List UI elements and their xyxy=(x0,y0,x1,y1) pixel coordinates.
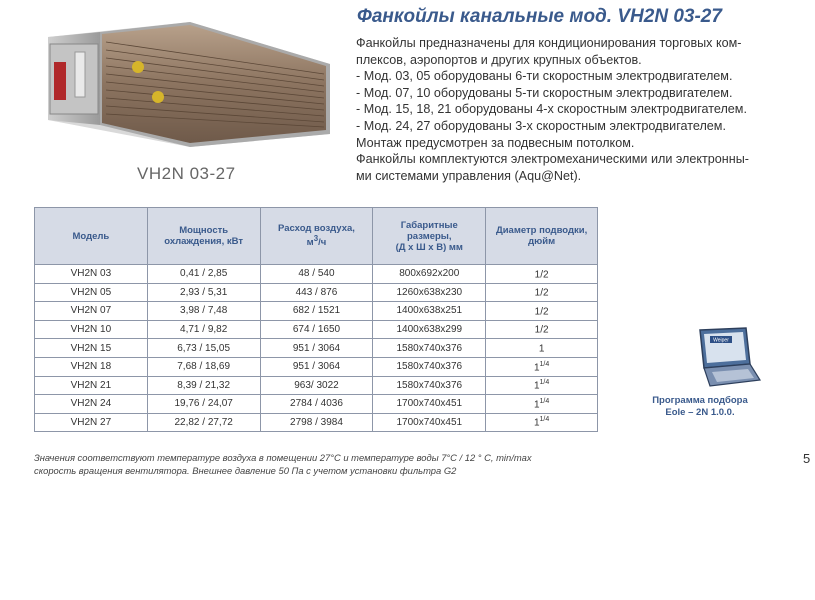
cell-airflow: 963/ 3022 xyxy=(260,376,373,395)
description-line: - Мод. 15, 18, 21 оборудованы 4-х скоростным электродвигателем. xyxy=(356,102,747,117)
header-cooling-capacity: Мощность охлаждения, кВт xyxy=(147,208,260,265)
cell-dims: 800x692x200 xyxy=(373,265,486,284)
cell-airflow: 674 / 1650 xyxy=(260,320,373,339)
product-caption: VH2N 03-27 xyxy=(137,164,236,183)
cell-dims: 1580x740x376 xyxy=(373,357,486,376)
table-row xyxy=(35,376,598,395)
cell-model: VH2N 21 xyxy=(35,376,148,395)
table-header-row xyxy=(35,208,598,265)
cell-airflow: 48 / 540 xyxy=(260,265,373,284)
cell-pipe: 1/2 xyxy=(486,320,598,339)
description-line: ми системами управления (Aqu@Net). xyxy=(356,168,582,183)
cell-airflow: 443 / 876 xyxy=(260,283,373,302)
cell-model: VH2N 15 xyxy=(35,339,148,358)
svg-text:Weiper: Weiper xyxy=(713,337,729,344)
table-row xyxy=(35,320,598,339)
cell-cooling: 4,71 / 9,82 xyxy=(147,320,260,339)
specs-table xyxy=(34,207,598,432)
header-pipe-diameter: Диаметр подводки, дюйм xyxy=(486,208,598,265)
cell-cooling: 19,76 / 24,07 xyxy=(147,395,260,414)
cell-pipe: $1^{1/4}$ xyxy=(486,395,598,414)
cell-model: VH2N 10 xyxy=(35,320,148,339)
table-row xyxy=(35,413,598,432)
cell-dims: 1400x638x251 xyxy=(373,302,486,321)
cell-airflow: 951 / 3064 xyxy=(260,357,373,376)
cell-model: VH2N 27 xyxy=(35,413,148,432)
cell-airflow: 2798 / 3984 xyxy=(260,413,373,432)
cell-dims: 1700x740x451 xyxy=(373,395,486,414)
cell-airflow: 2784 / 4036 xyxy=(260,395,373,414)
description-line: Монтаж предусмотрен за подвесным потолком. xyxy=(356,135,635,150)
cell-cooling: 8,39 / 21,32 xyxy=(147,376,260,395)
cell-dims: 1580x740x376 xyxy=(373,376,486,395)
footnote-line: скорость вращения вентилятора. Внешнее давление 50 Па с учетом установки фильтра G2 xyxy=(34,465,457,476)
table-row xyxy=(35,339,598,358)
cell-cooling: 3,98 / 7,48 xyxy=(147,302,260,321)
description xyxy=(356,35,806,184)
cell-pipe: $1^{1/4}$ xyxy=(486,357,598,376)
cell-cooling: 2,93 / 5,31 xyxy=(147,283,260,302)
description-line: - Мод. 03, 05 оборудованы 6-ти скоростным электродвигателем. xyxy=(356,69,733,84)
cell-cooling: 7,68 / 18,69 xyxy=(147,357,260,376)
cell-pipe: $1^{1/4}$ xyxy=(486,413,598,432)
software-caption-line: Программа подбора xyxy=(652,395,748,406)
cell-model: VH2N 03 xyxy=(35,265,148,284)
header-model: Модель xyxy=(35,208,148,265)
cell-model: VH2N 05 xyxy=(35,283,148,302)
cell-model: VH2N 07 xyxy=(35,302,148,321)
software-caption-line: Eole – 2N 1.0.0. xyxy=(665,407,735,418)
cell-model: VH2N 24 xyxy=(35,395,148,414)
cell-cooling: 0,41 / 2,85 xyxy=(147,265,260,284)
cell-pipe: 1 xyxy=(486,339,598,358)
page-number: 5 xyxy=(803,451,811,466)
table-row xyxy=(35,265,598,284)
cell-cooling: 22,82 / 27,72 xyxy=(147,413,260,432)
cell-dims: 1580x740x376 xyxy=(373,339,486,358)
description-line: плексов, аэропортов и других крупных объектов. xyxy=(356,52,642,67)
table-row xyxy=(35,283,598,302)
software-caption xyxy=(640,395,760,419)
cell-pipe: 1/2 xyxy=(486,283,598,302)
footnote-line: Значения соответствуют температуре воздуха в помещении 27°С и температуре воды 7°С / 12 ° С, min/max xyxy=(34,452,532,463)
table-row xyxy=(35,395,598,414)
description-line: Фанкойлы комплектуются электромеханическими или электронны- xyxy=(356,152,749,167)
cell-pipe: 1/2 xyxy=(486,302,598,321)
table-row xyxy=(35,357,598,376)
table-row xyxy=(35,302,598,321)
footnote xyxy=(34,451,532,477)
description-line: - Мод. 24, 27 оборудованы 3-х скоростным электродвигателем. xyxy=(356,118,726,133)
header-airflow: Расход воздуха, $м^3/ч$ xyxy=(260,208,373,265)
cell-pipe: $1^{1/4}$ xyxy=(486,376,598,395)
fancoil-product-image xyxy=(40,22,340,147)
cell-dims: 1400x638x299 xyxy=(373,320,486,339)
header-dimensions: Габаритные размеры, (Д х Ш х В) мм xyxy=(373,208,486,265)
cell-dims: 1260x638x230 xyxy=(373,283,486,302)
cell-airflow: 951 / 3064 xyxy=(260,339,373,358)
page-title: Фанкойлы канальные мод. VH2N 03-27 xyxy=(357,6,722,27)
laptop-icon xyxy=(690,326,762,388)
cell-model: VH2N 18 xyxy=(35,357,148,376)
cell-dims: 1700x740x451 xyxy=(373,413,486,432)
cell-airflow: 682 / 1521 xyxy=(260,302,373,321)
description-line: - Мод. 07, 10 оборудованы 5-ти скоростным электродвигателем. xyxy=(356,85,733,100)
description-line: Фанкойлы предназначены для кондиционирования торговых ком- xyxy=(356,36,742,50)
cell-pipe: 1/2 xyxy=(486,265,598,284)
cell-cooling: 6,73 / 15,05 xyxy=(147,339,260,358)
